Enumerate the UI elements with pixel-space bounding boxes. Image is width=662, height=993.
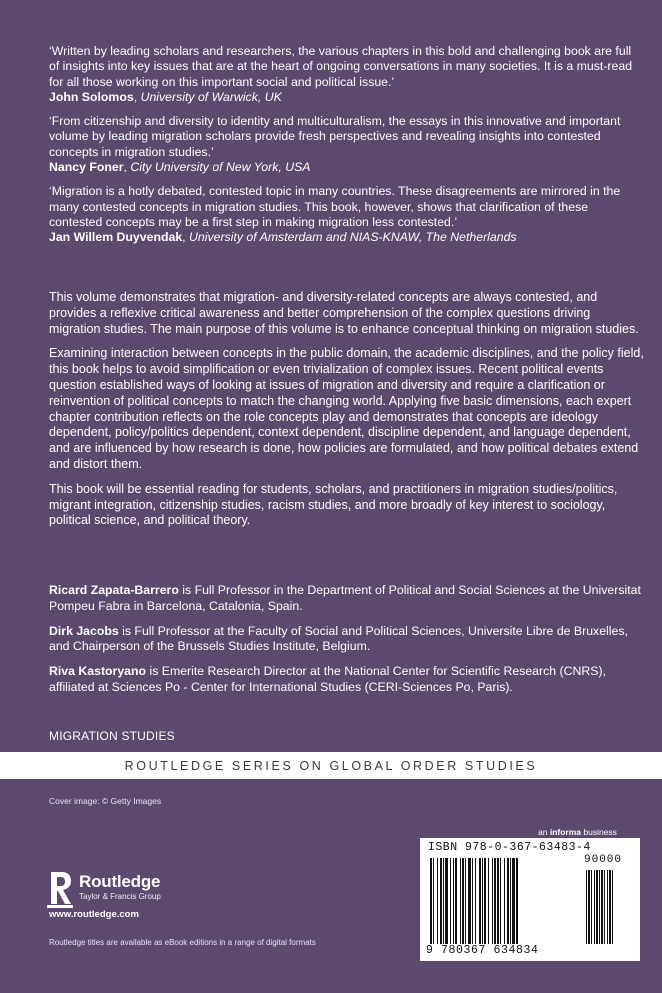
routledge-r-icon bbox=[47, 868, 73, 908]
barcode-bar bbox=[479, 858, 481, 944]
editor-bio-text: is Full Professor in the Department of Political and Social Sciences at the Universitat Pompeu Fabra in Barcelona, Catalonia, Spain. bbox=[49, 583, 641, 613]
barcode-bar bbox=[475, 858, 476, 944]
quote-author: Nancy Foner bbox=[49, 160, 124, 175]
barcode-bar bbox=[430, 858, 432, 944]
barcode-bar bbox=[433, 858, 434, 944]
publisher-group: Taylor & Francis Group bbox=[79, 892, 161, 901]
informa-tagline bbox=[538, 827, 617, 837]
barcode-bar bbox=[472, 858, 473, 944]
quote-affiliation: University of Warwick, UK bbox=[140, 89, 282, 104]
quote-author: Jan Willem Duyvendak bbox=[49, 230, 183, 245]
barcode-bar bbox=[497, 858, 499, 944]
publisher-website[interactable]: www.routledge.com bbox=[49, 909, 139, 920]
informa-suffix: business bbox=[581, 827, 617, 837]
barcode-bar bbox=[512, 858, 515, 944]
description-paragraph: Examining interaction between concepts in the public domain, the academic disciplines, and the policy field, this book helps to avoid simplification or even trivialization of complex issues. Recent political events question established ways of looking at issues of migration and diversity and require a clarification or reinvention of political concepts to match the changing world. Applying five basic dimensions, each expert chapter contribution reflects on the role concepts play and demonstrates that concepts are ideology dependent, policy/politics dependent, context dependent, discipline dependent, and language dependent, and are influenced by how research is done, how policies are formulated, and how political debates extend and distort them. bbox=[49, 346, 644, 471]
barcode-bar bbox=[445, 858, 448, 944]
description-paragraph: This volume demonstrates that migration- and diversity-related concepts are always contested, and provides a reflexive critical awareness and better comprehension of the complex questions driving migration studies. The main purpose of this volume is to enhance conceptual thinking on migration studies. bbox=[49, 290, 639, 336]
cover-image-credit: Cover image: © Getty Images bbox=[49, 796, 162, 806]
barcode-bar bbox=[482, 858, 483, 944]
quote-affiliation: University of Amsterdam and NIAS-KNAW, The Netherlands bbox=[189, 230, 517, 245]
editor-name: Ricard Zapata-Barrero bbox=[49, 583, 179, 597]
quote-text: ‘Written by leading scholars and researchers, the various chapters in this bold and challenging book are full of insights into key issues that are at the heart of ongoing conversations in many societies. It is a must-read for all those working on this important social and political issue.’ bbox=[49, 44, 633, 89]
barcode-bar bbox=[462, 858, 464, 944]
addon-bar bbox=[599, 870, 600, 944]
informa-prefix: an bbox=[538, 827, 550, 837]
barcode-bar bbox=[510, 858, 511, 944]
informa-brand: informa bbox=[549, 827, 581, 837]
addon-bar bbox=[609, 870, 611, 944]
barcode-bar bbox=[443, 858, 444, 944]
barcode-bar bbox=[437, 858, 438, 944]
series-banner bbox=[0, 752, 662, 779]
addon-bar bbox=[612, 870, 613, 944]
routledge-logo bbox=[47, 868, 187, 912]
subject-label: MIGRATION STUDIES bbox=[49, 729, 175, 743]
editor-bios bbox=[49, 583, 644, 705]
addon-bar bbox=[596, 870, 598, 944]
barcode-bar bbox=[516, 858, 518, 944]
price-addon-number: 90000 bbox=[584, 854, 623, 866]
editor-bio bbox=[49, 583, 644, 615]
barcode-bar bbox=[492, 858, 493, 944]
isbn-text: ISBN 978-0-367-63483-4 bbox=[428, 841, 591, 854]
publisher-name: Routledge bbox=[79, 872, 161, 891]
editor-bio-text: is Emerite Research Director at the National Center for Scientific Research (CNRS), affiliated at Sciences Po - Center for International Studies (CERI-Sciences Po, Paris). bbox=[49, 664, 606, 694]
addon-bar bbox=[601, 870, 603, 944]
barcode-bar bbox=[450, 858, 451, 944]
addon-bar bbox=[594, 870, 595, 944]
editor-name: Riva Kastoryano bbox=[49, 664, 147, 679]
barcode-bar bbox=[500, 858, 501, 944]
barcode-bar bbox=[465, 858, 466, 944]
barcode-bar bbox=[460, 858, 461, 944]
editor-bio bbox=[49, 624, 644, 656]
barcode-bar bbox=[455, 858, 457, 944]
barcode-bar bbox=[484, 858, 486, 944]
quote-text: ‘Migration is a hotly debated, contested topic in many countries. These disagreements are mirrored in the many contested concepts in migration studies. This book, however, shows that clarification of these contested concepts may be a first step in making migration less contested.’ bbox=[49, 184, 621, 229]
addon-bar bbox=[604, 870, 605, 944]
barcode-bar bbox=[488, 858, 489, 944]
endorsement-quote: ‘Written by leading scholars and researchers, the various chapters in this bold and challenging book are full of insights into key issues that are at the heart of ongoing conversations in many societies. It is a must-read for all those working on this important social and political issue.’ John Solomos, University of Warwick, UK bbox=[49, 44, 633, 104]
quote-affiliation: City University of New York, USA bbox=[130, 160, 311, 175]
endorsements bbox=[49, 44, 639, 255]
description-paragraph: This book will be essential reading for students, scholars, and practitioners in migration studies/politics, migrant integration, citizenship studies, racism studies, and more broadly of key interest to sociology, political science, and political theory. bbox=[49, 481, 618, 528]
book-description bbox=[49, 290, 644, 538]
barcode-bar bbox=[440, 858, 442, 944]
ebook-note: Routledge titles are available as eBook editions in a range of digital formats bbox=[49, 938, 316, 947]
barcode-bar bbox=[504, 858, 505, 944]
endorsement-quote: ‘From citizenship and diversity to identity and multiculturalism, the essays in this innovative and important volume by leading migration scholars provide fresh perspectives and revealing insights into contested concepts in migration studies.’ Nancy Foner, City University of New York, USA bbox=[49, 114, 621, 175]
barcode-bar bbox=[468, 858, 471, 944]
addon-bar bbox=[607, 870, 608, 944]
quote-author: John Solomos bbox=[49, 89, 134, 104]
editor-name: Dirk Jacobs bbox=[49, 623, 119, 638]
editor-bio-text: is Full Professor at the Faculty of Social and Political Sciences, Universite Libre de Bruxelles, and Chairperson of the Brussels Studies Institute, Belgium. bbox=[49, 623, 628, 654]
editor-bio bbox=[49, 664, 644, 696]
addon-bar bbox=[586, 870, 587, 944]
barcode-bar bbox=[453, 858, 454, 944]
endorsement-quote: ‘Migration is a hotly debated, contested topic in many countries. These disagreements are mirrored in the many contested concepts in migration studies. This book, however, shows that clarification of these contested concepts may be a first step in making migration less contested.’ Jan Willem Duyvendak, University of Amsterdam and NIAS-KNAW, The Netherlands bbox=[49, 184, 621, 245]
isbn-barcode bbox=[420, 838, 640, 961]
barcode-number: 9 780367 634834 bbox=[426, 944, 539, 957]
addon-bar bbox=[591, 870, 592, 944]
barcode-bar bbox=[507, 858, 509, 944]
addon-bar bbox=[588, 870, 590, 944]
barcode-bar bbox=[494, 858, 496, 944]
quote-text: ‘From citizenship and diversity to identity and multiculturalism, the essays in this innovative and important volume by leading migration scholars provide fresh perspectives and revealing insights into contested concepts in migration studies.’ bbox=[49, 114, 621, 159]
series-title: ROUTLEDGE SERIES ON GLOBAL ORDER STUDIES bbox=[124, 758, 538, 773]
